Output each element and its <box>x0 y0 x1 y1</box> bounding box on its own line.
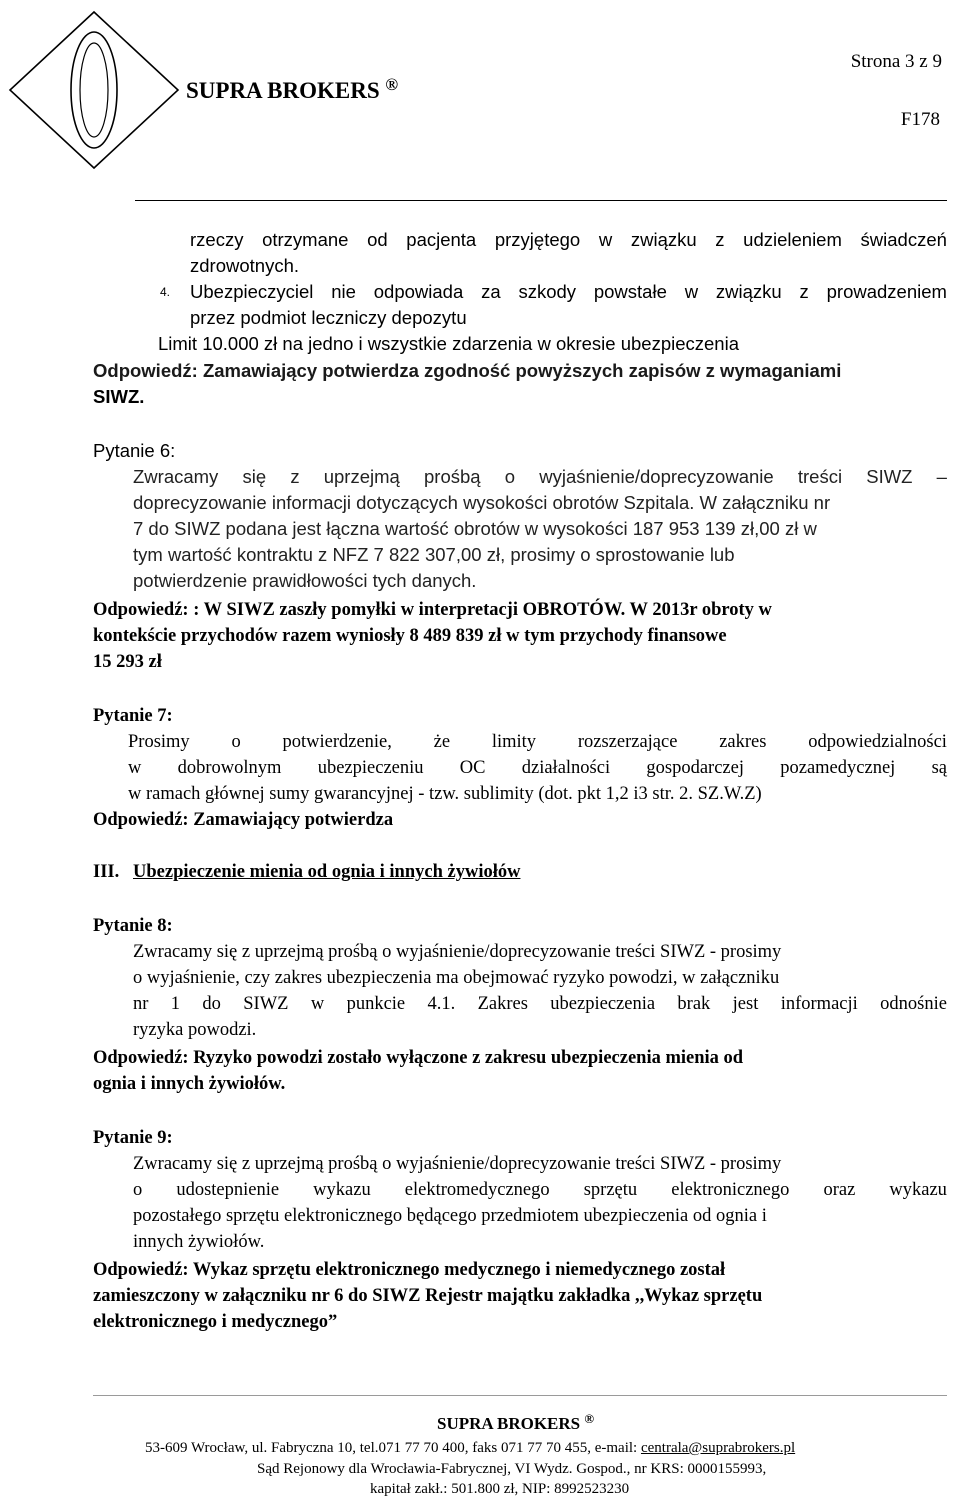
text-line: Prosimy o potwierdzenie, że limity rozszerzające zakres odpowiedzialności <box>128 732 947 752</box>
question-label: Pytanie 7: <box>93 706 173 726</box>
footer-email-link[interactable]: centrala@suprabrokers.pl <box>640 1440 796 1456</box>
text-line: zdrowotnych. <box>190 255 299 276</box>
text-line: Ubezpieczyciel nie odpowiada za szkody powstałe w związku z prowadzeniem <box>190 281 947 302</box>
text-line: innych żywiołów. <box>133 1232 265 1252</box>
footer-court-registration: Sąd Rejonowy dla Wrocławia-Fabrycznej, VI Wydz. Gospod., nr KRS: 0000155993, <box>257 1461 767 1477</box>
question-label: Pytanie 9: <box>93 1128 173 1148</box>
text-line: rzeczy otrzymane od pacjenta przyjętego w związku z udzieleniem świadczeń <box>190 229 947 250</box>
text-line: w dobrowolnym ubezpieczeniu OC działalności gospodarczej pozamedycznej są <box>128 758 947 778</box>
footer-company-name: SUPRA BROKERS ® <box>437 1411 595 1433</box>
page-number: Strona 3 z 9 <box>850 51 942 72</box>
list-number: 4. <box>160 285 171 299</box>
text-line: Limit 10.000 zł na jedno i wszystkie zdarzenia w okresie ubezpieczenia <box>158 333 739 354</box>
text-line: przez podmiot leczniczy depozytu <box>190 307 467 328</box>
text-line: 7 do SIWZ podana jest łączna wartość obrotów w wysokości 187 953 139 zł,00 zł w <box>133 518 817 539</box>
text-line: doprecyzowanie informacji dotyczących wysokości obrotów Szpitala. W załączniku nr <box>133 492 831 513</box>
answer-line: SIWZ. <box>93 386 145 407</box>
question-label: Pytanie 8: <box>93 916 173 936</box>
answer-line: 15 293 zł <box>93 652 162 672</box>
supra-brokers-logo <box>0 0 200 175</box>
answer-line: Odpowiedź: Zamawiający potwierdza zgodność powyższych zapisów z wymaganiami <box>93 360 842 381</box>
footer-address: 53-609 Wrocław, ul. Fabryczna 10, tel.071 77 70 400, faks 071 77 70 455, e-mail: centrala@suprabrokers.pl <box>145 1440 796 1456</box>
header-company-name: SUPRA BROKERS ® <box>186 75 399 103</box>
text-line: nr 1 do SIWZ w punkcie 4.1. Zakres ubezpieczenia brak jest informacji odnośnie <box>133 994 947 1014</box>
section-title: Ubezpieczenie mienia od ognia i innych żywiołów <box>133 862 521 882</box>
text-line: w ramach głównej sumy gwarancyjnej - tzw. sublimity (dot. pkt 1,2 i3 str. 2. SZ.W.Z) <box>128 784 762 804</box>
answer-line: Odpowiedź: Zamawiający potwierdza <box>93 810 394 830</box>
answer-line: Odpowiedź: : W SIWZ zaszły pomyłki w interpretacji OBROTÓW. W 2013r obroty w <box>93 600 772 620</box>
answer-line: zamieszczony w załączniku nr 6 do SIWZ Rejestr majątku zakładka ,,Wykaz sprzętu <box>93 1286 763 1306</box>
text-line: Zwracamy się z uprzejmą prośbą o wyjaśnienie/doprecyzowanie treści SIWZ - prosimy <box>133 942 782 962</box>
answer-line: ognia i innych żywiołów. <box>93 1074 286 1094</box>
question-label: Pytanie 6: <box>93 440 176 461</box>
document-code: F178 <box>900 109 940 130</box>
text-line: Zwracamy się z uprzejmą prośbą o wyjaśnienie/doprecyzowanie treści SIWZ - prosimy <box>133 1154 782 1174</box>
text-line: Zwracamy się z uprzejmą prośbą o wyjaśnienie/doprecyzowanie treści SIWZ – <box>133 466 947 487</box>
header-divider <box>135 200 947 201</box>
footer-divider <box>93 1395 947 1396</box>
answer-line: Odpowiedź: Ryzyko powodzi zostało wyłączone z zakresu ubezpieczenia mienia od <box>93 1048 744 1068</box>
answer-line: Odpowiedź: Wykaz sprzętu elektronicznego medycznego i niemedycznego został <box>93 1260 726 1280</box>
text-line: potwierdzenie prawidłowości tych danych. <box>133 570 477 591</box>
text-line: o wyjaśnienie, czy zakres ubezpieczenia ma obejmować ryzyko powodzi, w załączniku <box>133 968 780 988</box>
text-line: ryzyka powodzi. <box>133 1020 257 1040</box>
text-line: o udostepnienie wykazu elektromedycznego sprzętu elektronicznego oraz wykazu <box>133 1180 947 1200</box>
footer-capital: kapitał zakł.: 501.800 zł, NIP: 8992523230 <box>370 1481 630 1497</box>
answer-line: elektronicznego i medycznego” <box>93 1312 338 1332</box>
section-number: III. <box>93 862 120 882</box>
registered-mark-icon: ® <box>385 75 399 94</box>
text-line: pozostałego sprzętu elektronicznego będącego przedmiotem ubezpieczenia od ognia i <box>133 1206 767 1226</box>
answer-line: kontekście przychodów razem wyniosły 8 489 839 zł w tym przychody finansowe <box>93 626 727 646</box>
text-line: tym wartość kontraktu z NFZ 7 822 307,00 zł, prosimy o sprostowanie lub <box>133 544 735 565</box>
registered-mark-icon: ® <box>584 1411 595 1426</box>
